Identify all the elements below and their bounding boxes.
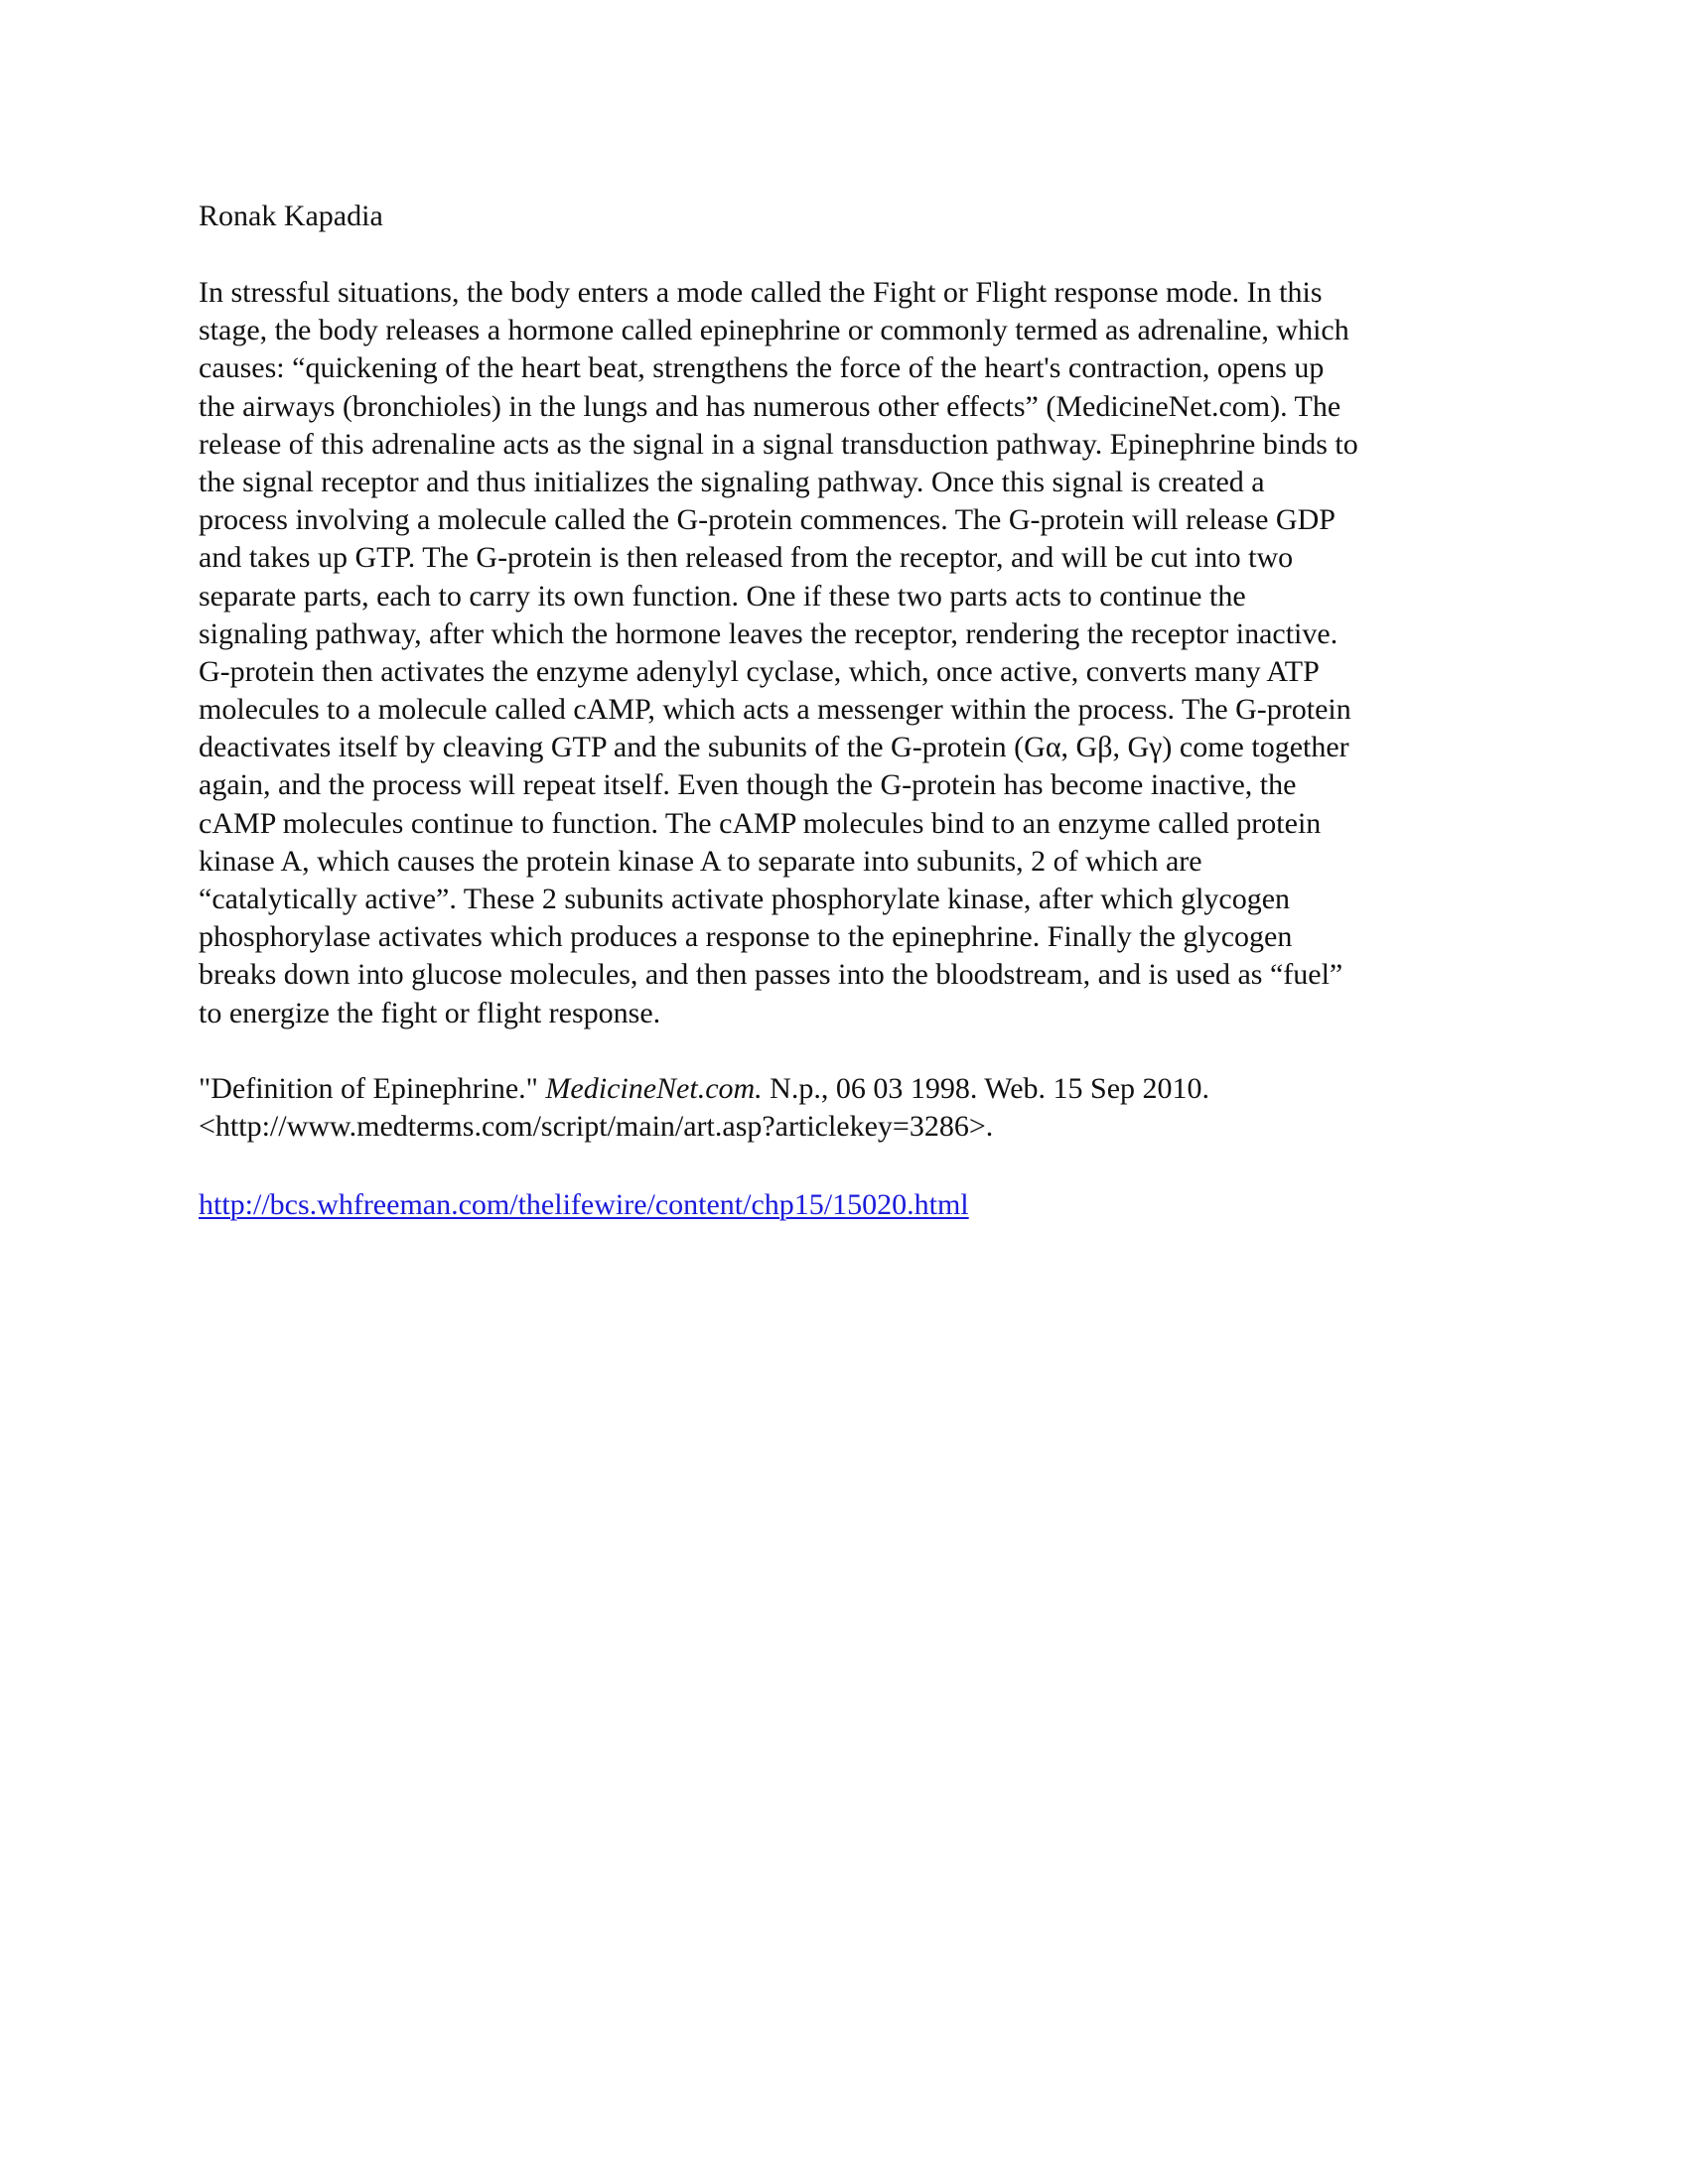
citation-details: N.p., 06 03 1998. Web. 15 Sep 2010.: [770, 1072, 1210, 1105]
body-line: phosphorylase activates which produces a response to the epinephrine. Finally the glycogen: [199, 920, 1293, 954]
body-line: “catalytically active”. These 2 subunits activate phosphorylate kinase, after which glycogen: [199, 883, 1291, 915]
citation-title: "Definition of Epinephrine.": [199, 1072, 538, 1105]
reference-link[interactable]: http://bcs.whfreeman.com/thelifewire/content/chp15/15020.html: [199, 1188, 969, 1221]
body-line: to energize the fight or flight response.: [199, 996, 661, 1029]
body-line: the signal receptor and thus initializes the signaling pathway. Once this signal is created a: [199, 465, 1265, 498]
body-line: signaling pathway, after which the hormone leaves the receptor, rendering the receptor inactive.: [199, 616, 1338, 650]
reference-link-line: [199, 1186, 1509, 1224]
body-line: deactivates itself by cleaving GTP and the subunits of the G-protein (Gα, Gβ, Gγ) come together: [199, 731, 1349, 764]
body-line: and takes up GTP. The G-protein is then released from the receptor, and will be cut into two: [199, 541, 1294, 575]
citation-url: <http://www.medterms.com/script/main/art.asp?articlekey=3286>.: [199, 1110, 994, 1144]
body-line: stage, the body releases a hormone called epinephrine or commonly termed as adrenaline, which: [199, 314, 1349, 347]
body-line: causes: “quickening of the heart beat, strengthens the force of the heart's contraction, opens up: [199, 351, 1325, 385]
citation-source: MedicineNet.com.: [545, 1072, 763, 1105]
body-line: process involving a molecule called the G-protein commences. The G-protein will release GDP: [199, 503, 1336, 537]
body-line: In stressful situations, the body enters a mode called the Fight or Flight response mode. In this: [199, 276, 1323, 309]
body-line: molecules to a molecule called cAMP, which acts a messenger within the process. The G-protein: [199, 693, 1351, 727]
body-paragraph: [199, 274, 1509, 1032]
body-line: the airways (bronchioles) in the lungs and has numerous other effects” (MedicineNet.com). The: [199, 389, 1341, 423]
body-line: G-protein then activates the enzyme adenylyl cyclase, which, once active, converts many ATP: [199, 654, 1320, 688]
body-line: release of this adrenaline acts as the signal in a signal transduction pathway. Epinephrine binds to: [199, 427, 1358, 461]
author-name: Ronak Kapadia: [199, 200, 383, 232]
citation: [199, 1070, 1509, 1146]
body-line: again, and the process will repeat itself. Even though the G-protein has become inactive, the: [199, 768, 1297, 802]
body-line: breaks down into glucose molecules, and then passes into the bloodstream, and is used as “fuel”: [199, 958, 1343, 992]
citation-line-1: [199, 1070, 1509, 1108]
body-line: separate parts, each to carry its own function. One if these two parts acts to continue the: [199, 579, 1246, 613]
body-line: cAMP molecules continue to function. The cAMP molecules bind to an enzyme called protein: [199, 806, 1322, 840]
body-line: kinase A, which causes the protein kinase A to separate into subunits, 2 of which are: [199, 844, 1202, 878]
